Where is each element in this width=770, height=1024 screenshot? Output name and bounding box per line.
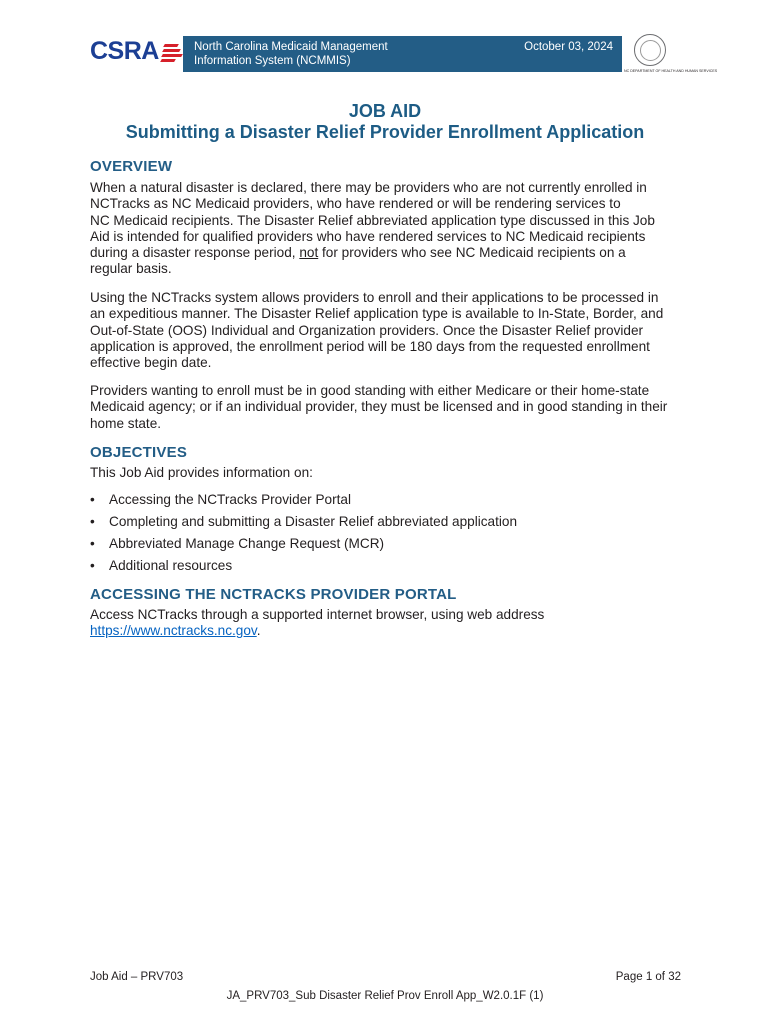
objectives-list <box>90 491 690 579</box>
text-segment: . <box>256 623 261 639</box>
text-segment: for providers who see NC Medicaid recipients on a <box>318 245 626 261</box>
banner-title-line2: Information System (NCMMIS) <box>194 55 351 67</box>
overview-paragraph-3 <box>90 383 690 432</box>
text-line: NC Medicaid recipients. The Disaster Relief abbreviated application type discussed in this Job <box>90 212 655 228</box>
nc-dhhs-seal-icon <box>634 34 666 66</box>
text-line: Using the NCTracks system allows providers to enroll and their applications to be processed in <box>90 290 659 305</box>
page-subtitle: Submitting a Disaster Relief Provider Enrollment Application <box>125 122 645 142</box>
text-line: an expeditious manner. The Disaster Relief application type is available to In-State, Border, and <box>90 306 664 322</box>
text-line: home state. <box>90 415 162 431</box>
text-line: NCTracks as NC Medicaid providers, who have rendered or will be rendering services to <box>90 196 621 212</box>
text-line: regular basis. <box>90 261 172 277</box>
page-title: JOB AID <box>348 101 422 121</box>
banner-title-line1: North Carolina Medicaid Management <box>194 41 388 53</box>
header-banner <box>183 36 622 72</box>
text-line <box>90 245 690 261</box>
text-line <box>90 623 690 639</box>
accessing-heading: ACCESSING THE NCTRACKS PROVIDER PORTAL <box>90 586 457 603</box>
text-line: effective begin date. <box>90 355 212 371</box>
text-line: When a natural disaster is declared, there may be providers who are not currently enrolled in <box>90 180 647 195</box>
logo-text: CSRA <box>90 36 159 65</box>
text-line: Providers wanting to enroll must be in good standing with either Medicare or their home-state <box>90 383 650 398</box>
text-line: Aid is intended for qualified providers who have rendered services to NC Medicaid recipients <box>90 228 646 244</box>
text-segment: during a disaster response period, <box>90 245 300 261</box>
objectives-heading: OBJECTIVES <box>90 444 188 461</box>
overview-heading: OVERVIEW <box>90 158 173 175</box>
list-item: • Completing and submitting a Disaster Relief abbreviated application <box>90 513 690 535</box>
csra-logo <box>90 37 180 65</box>
overview-paragraph-1 <box>90 180 690 278</box>
text-line: Out-of-State (OOS) Individual and Organization providers. Once the Disaster Relief provider <box>90 322 644 338</box>
page-number: Page 1 of 32 <box>615 971 681 983</box>
objectives-intro: This Job Aid provides information on: <box>90 465 313 480</box>
logo-mark-icon <box>160 40 180 62</box>
accessing-paragraph <box>90 607 690 640</box>
list-item: • Additional resources <box>90 557 690 579</box>
footer-document-id: JA_PRV703_Sub Disaster Relief Prov Enroll App_W2.0.1F (1) <box>226 990 544 1002</box>
list-item: • Abbreviated Manage Change Request (MCR) <box>90 535 690 557</box>
overview-paragraph-2 <box>90 290 690 371</box>
banner-date: October 03, 2024 <box>524 41 613 53</box>
seal-caption: NC DEPARTMENT OF HEALTH AND HUMAN SERVICES <box>624 69 718 73</box>
footer-left: Job Aid – PRV703 <box>90 971 184 983</box>
text-line: Medicaid agency; or if an individual provider, they must be licensed and in good standing in their <box>90 399 668 415</box>
nctracks-link[interactable]: https://www.nctracks.nc.gov <box>90 623 257 639</box>
text-line: Access NCTracks through a supported internet browser, using web address <box>90 607 545 622</box>
list-item: • Accessing the NCTracks Provider Portal <box>90 491 690 513</box>
underlined-word: not <box>299 245 319 261</box>
text-line: application is approved, the enrollment period will be 180 days from the requested enrollment <box>90 338 650 354</box>
